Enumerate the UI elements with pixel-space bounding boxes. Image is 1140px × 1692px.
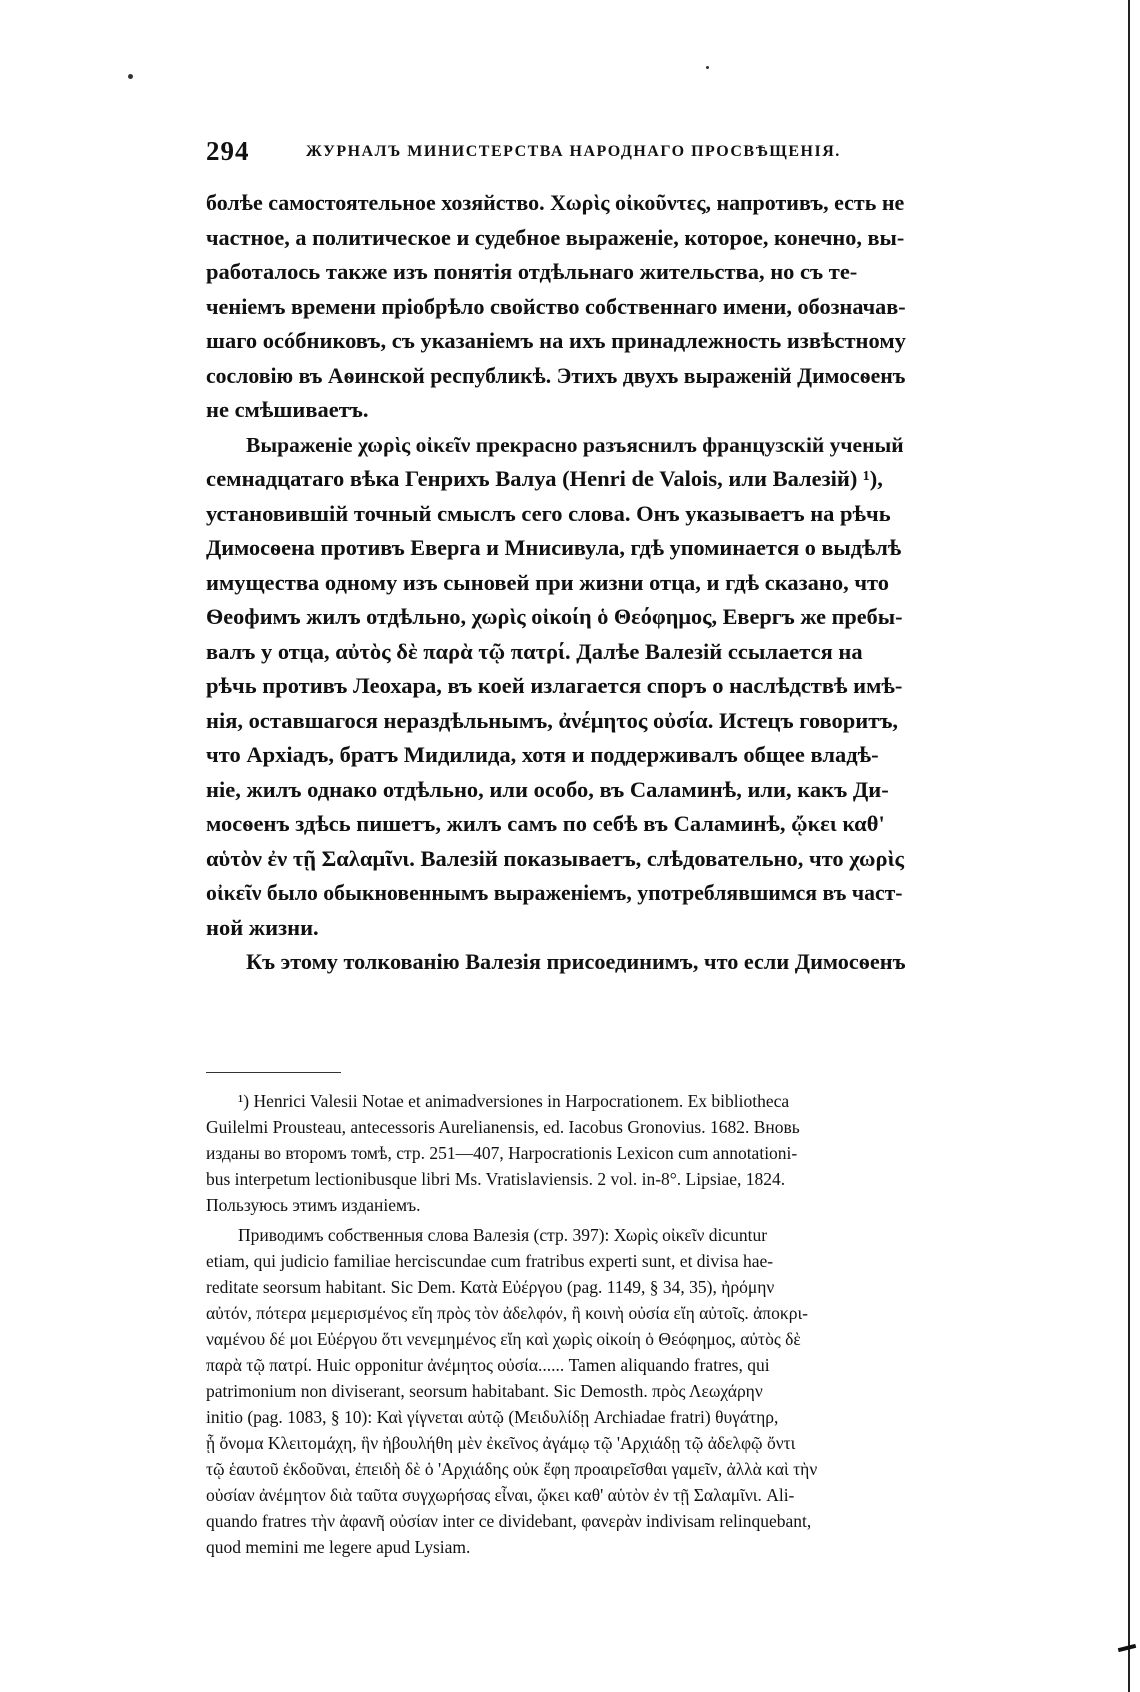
text-line: установившій точный смыслъ сего слова. Онъ указываетъ на рѣчь xyxy=(206,500,891,526)
text-line: рѣчь противъ Леохара, въ коей излагается споръ о наслѣдствѣ имѣ- xyxy=(206,673,903,698)
footnote-line: patrimonium non diviserant, seorsum habitabant. Sic Demosth. πρὸς Λεωχάρην xyxy=(206,1381,763,1401)
footnote-line: Приводимъ собственныя слова Валезія (стр. 397): Χωρὶς οἰκεῖν dicuntur xyxy=(238,1225,768,1245)
footnotes xyxy=(206,1088,906,1564)
text-line: имущества одному изъ сыновей при жизни отца, и гдѣ сказано, что xyxy=(206,569,890,595)
footnote-line: reditate seorsum habitant. Sic Dem. Κατὰ Εὐέργου (pag. 1149, § 34, 35), ἠρόμην xyxy=(206,1277,775,1297)
speck-mark xyxy=(706,66,709,69)
footnote-separator xyxy=(206,1072,341,1073)
text-line: семнадцатаго вѣка Генрихъ Валуа (Henri de Valois, или Валезій) ¹), xyxy=(206,466,883,491)
text-line: οἰκεῖν было обыкновеннымъ выраженіемъ, употреблявшимся въ част- xyxy=(206,881,903,905)
footnote-line: изданы во второмъ томѣ, стр. 251—407, Harpocrationis Lexicon cum annotationi- xyxy=(206,1143,798,1163)
text-line: ніе, жилъ однако отдѣльно, или особо, въ Саламинѣ, или, какъ Ди- xyxy=(206,776,889,802)
text-line: αὑτὸν ἐν τῇ Σαλαμῖνι. Валезій показываетъ, слѣдовательно, что χωρὶς xyxy=(206,845,904,871)
text-line: Выраженіе χωρὶς οἰκεῖν прекрасно разъяснилъ французскій ученый xyxy=(246,432,904,457)
text-line: Ѳеофимъ жилъ отдѣльно, χωρὶς οἰκοίη ὁ Θεόφημος, Евергъ же пребы- xyxy=(206,604,903,629)
running-header xyxy=(206,136,906,167)
footnote-line: ¹) Henrici Valesii Notae et animadversiones in Harpocrationem. Ex bibliotheca xyxy=(238,1091,790,1111)
paragraph-3 xyxy=(206,945,906,980)
text-line: шаго осóбниковъ, съ указаніемъ на ихъ принадлежность извѣстному xyxy=(206,328,906,353)
footnote-line: αὐτόν, πότερα μεμερισμένος εἴη πρὸς τὸν ἀδελφόν, ἢ κοινὴ οὐσία εἴη αὐτοῖς. ἀποκρι- xyxy=(206,1303,808,1323)
footnote-line: quod memini me legere apud Lysiam. xyxy=(206,1537,471,1557)
text-line: ной жизни. xyxy=(206,914,319,940)
text-line: болѣе самостоятельное хозяйство. Χωρὶς οἰκοῦντες, напротивъ, есть не xyxy=(206,190,905,215)
footnote-line: etiam, qui judicio familiae herciscundae cum fratribus experti sunt, et divisa hae- xyxy=(206,1251,774,1271)
text-line: Димосѳена противъ Еверга и Мнисивула, гдѣ упоминается о выдѣлѣ xyxy=(206,535,902,560)
text-line: не смѣшиваетъ. xyxy=(206,397,369,422)
text-line: работалось также изъ понятія отдѣльнаго жительства, но съ те- xyxy=(206,259,858,284)
text-line: что Архіадъ, братъ Мидилида, хотя и поддерживалъ общее владѣ- xyxy=(206,742,879,767)
text-line: ченіемъ времени пріобрѣло свойство собственнаго имени, обозначав- xyxy=(206,293,906,319)
speck-mark xyxy=(128,74,133,79)
text-line: нія, оставшагося нераздѣльнымъ, ἀνέμητος οὐσία. Истецъ говоритъ, xyxy=(206,707,899,733)
footnote-line: ναμένου δέ μοι Εὐέργου ὅτι νενεμημένος εἴη καὶ χωρὶς οἰκοίη ὁ Θεόφημος, αὐτὸς δὲ xyxy=(206,1329,801,1349)
corner-mark xyxy=(1118,1644,1136,1652)
text-line: сословію въ Аѳинской республикѣ. Этихъ двухъ выраженій Димосѳенъ xyxy=(206,363,906,388)
page-number: 294 xyxy=(206,136,250,166)
footnote-2 xyxy=(206,1222,906,1560)
paragraph-2 xyxy=(206,428,906,946)
footnote-line: ᾗ ὄνομα Κλειτομάχη, ἣν ἠβουλήθη μὲν ἐκεῖνος ἀγάμῳ τῷ 'Αρχιάδῃ τῷ ἀδελφῷ ὄντι xyxy=(206,1433,796,1453)
page-edge-rule xyxy=(1128,0,1130,1692)
footnote-line: Пользуюсь этимъ изданіемъ. xyxy=(206,1195,421,1215)
text-line: Къ этому толкованію Валезія присоединимъ, что если Димосѳенъ xyxy=(246,949,906,974)
footnote-line: quando fratres τὴν ἀφανῆ οὐσίαν inter ce dividebant, φανερὰν indivisam relinquebant, xyxy=(206,1511,812,1531)
text-line: валъ у отца, αὐτὸς δὲ παρὰ τῷ πατρί. Далѣе Валезій ссылается на xyxy=(206,638,863,664)
journal-title: ЖУРНАЛЪ МИНИСТЕРСТВА НАРОДНАГО ПРОСВѢЩЕНІЯ. xyxy=(306,143,841,160)
main-text xyxy=(206,186,906,980)
footnote-line: τῷ ἑαυτοῦ ἐκδοῦναι, ἐπειδὴ δὲ ὁ 'Αρχιάδης οὐκ ἔφη προαιρεῖσθαι γαμεῖν, ἀλλὰ καὶ τὴν xyxy=(206,1459,818,1479)
text-line: мосѳенъ здѣсь пишетъ, жилъ самъ по себѣ въ Саламинѣ, ᾤκει καθ' xyxy=(206,811,885,836)
text-line: частное, а политическое и судебное выраженіе, которое, конечно, вы- xyxy=(206,224,905,250)
footnote-line: bus interpetum lectionibusque libri Ms. Vratislaviensis. 2 vol. in-8°. Lipsiae, 1824. xyxy=(206,1169,786,1189)
paragraph-1 xyxy=(206,186,906,428)
footnote-line: initio (pag. 1083, § 10): Καὶ γίγνεται αὐτῷ (Μειδυλίδῃ Archiadae fratri) θυγάτηρ, xyxy=(206,1407,779,1427)
footnote-line: οὐσίαν ἀνέμητον διὰ ταῦτα συγχωρήσας εἶναι, ᾤκει καθ' αὑτὸν ἐν τῇ Σαλαμῖνι. Ali- xyxy=(206,1485,795,1505)
footnote-line: παρὰ τῷ πατρί. Huic opponitur ἀνέμητος οὐσία...... Tamen aliquando fratres, qui xyxy=(206,1355,770,1375)
footnote-line: Guilelmi Prousteau, antecessoris Aurelianensis, ed. Iacobus Gronovius. 1682. Вновь xyxy=(206,1117,800,1137)
footnote-1 xyxy=(206,1088,906,1218)
